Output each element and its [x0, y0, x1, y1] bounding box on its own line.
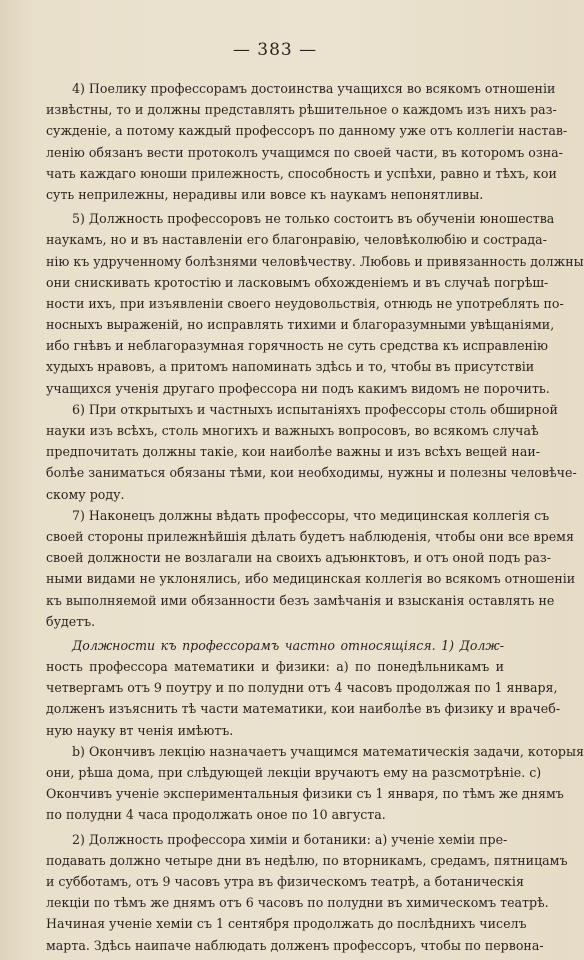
text-line: наукамъ, но и въ наставленіи его благонравію, человѣколюбію и сострада- — [46, 232, 547, 248]
text-line: къ выполняемой ими обязанности безъ замѣчанія и взысканія оставлять не — [46, 592, 555, 608]
paragraph-5 — [46, 208, 584, 399]
text-line: по полудни 4 часа продолжать оное по 10 августа. — [46, 807, 386, 823]
text-line: они, рѣша дома, при слѣдующей лекціи вручаютъ ему на разсмотрѣніе. с) — [46, 765, 542, 780]
text-line: болѣе заниматься обязаны тѣми, кои необходимы, нужны и полезны человѣче- — [46, 465, 577, 481]
text-line: чать каждаго юноши прилежность, способность и успѣхи, равно и тѣхъ, кои — [46, 165, 557, 181]
text-line: 5) Должность профессоровъ не только состоитъ въ обученіи юношества — [72, 211, 555, 227]
text-line: носныхъ выраженій, но исправлять тихими и благоразумными увѣщаніями, — [46, 317, 555, 333]
text-line: худыхъ нравовъ, а притомъ напоминать здѣсь и то, чтобы въ присутствіи — [46, 359, 535, 375]
text-line: суть неприлежны, нерадивы или вовсе къ наукамъ непонятливы. — [46, 186, 484, 202]
text-line: извѣстны, то и должны представлять рѣшительное о каждомъ изъ нихъ раз- — [46, 102, 557, 118]
text-line: ности ихъ, при изъявленіи своего неудовольствія, отнюдь не употреблять по- — [46, 295, 564, 311]
text-line: своей должности не возлагали на своихъ адъюнктовъ, и отъ оной подъ раз- — [46, 550, 551, 566]
page-number: — 383 — — [232, 40, 318, 60]
text-line: нію къ удрученному болѣзнями человѣчеству. Любовь и привязанность должны — [46, 253, 584, 269]
paragraph-b — [46, 741, 584, 826]
text-line: Начиная ученіе хеміи съ 1 сентября продолжать до послѣднихъ чиселъ — [46, 916, 527, 932]
text-line: сужденіе, а потому каждый профессоръ по данному уже отъ коллегіи настав- — [46, 123, 568, 139]
text-line: подавать должно четыре дни въ недѣлю, по вторникамъ, средамъ, пятницамъ — [46, 852, 568, 868]
text-line: ными видами не уклонялись, ибо медицинская коллегія во всякомъ отношеніи — [46, 571, 576, 587]
paragraph-6 — [46, 399, 577, 505]
text-line: ную науку вт ченія имѣютъ. — [46, 722, 234, 738]
text-line: учащихся ученія другаго профессора ни подъ какимъ видомъ не порочить. — [46, 380, 550, 396]
text-line: предпочитать должны такіе, кои наиболѣе важны и изъ всѣхъ вещей наи- — [46, 444, 540, 460]
text-line: 7) Наконецъ должны вѣдать профессоры, что медицинская коллегія съ — [72, 507, 550, 523]
text-line: своей стороны прилежнѣйшія дѣлать будетъ наблюденія, чтобы они все время — [46, 528, 574, 544]
text-line: ибо гнѣвъ и неблагоразумная горячность не суть средства къ исправленію — [46, 338, 548, 354]
text-line: науки изъ всѣхъ, столь многихъ и важныхъ вопросовъ, во всякомъ случаѣ — [46, 423, 539, 438]
text-line: они снискивать кротостію и ласковымъ обхожденіемъ и въ случаѣ погрѣш- — [46, 274, 549, 290]
text-line: и субботамъ, отъ 9 часовъ утра въ физическомъ театрѣ, а ботаническія — [46, 873, 524, 889]
text-line: четвергамъ отъ 9 поутру и по полудни отъ 4 часовъ продолжая по 1 января, — [46, 680, 558, 696]
paragraph-7 — [46, 505, 576, 632]
paragraph-special-duties — [46, 635, 561, 741]
text-line: скому роду. — [46, 486, 125, 502]
text-line: 4) Поелику профессорамъ достоинства учащихся во всякомъ отношеніи — [72, 81, 556, 96]
text-line: лекціи по тѣмъ же днямъ отъ 6 часовъ по полудни въ химическомъ театрѣ. — [46, 895, 549, 911]
paragraph-chemistry — [46, 829, 568, 956]
text-line: 2) Должность профессора химіи и ботаники: а) ученіе хеміи пре- — [72, 831, 508, 847]
text-line: 6) При открытыхъ и частныхъ испытаніяхъ профессоры столь обширной — [72, 401, 558, 417]
paragraph-4 — [46, 78, 568, 205]
text-line: ность профессора математики и физики: а) по понедѣльникамъ и — [46, 659, 504, 675]
text-line: b) Окончивъ лекцію назначаетъ учащимся математическія задачи, которыя — [72, 743, 584, 759]
text-line: Должности къ профессорамъ частно относящіяся. 1) Долж- — [72, 637, 504, 653]
text-line: долженъ изъяснить тѣ части математики, кои наиболѣе въ физику и врачеб- — [46, 701, 561, 717]
text-line: Окончивъ ученіе экспериментальныя физики съ 1 января, по тѣмъ же днямъ — [46, 786, 564, 802]
text-line: марта. Здѣсь наипаче наблюдать долженъ профессоръ, чтобы по первона- — [46, 937, 544, 953]
body-text — [46, 78, 584, 956]
text-line: ленію обязанъ вести протоколъ учащимся по своей части, въ которомъ озна- — [46, 144, 563, 160]
text-line: будетъ. — [46, 613, 96, 629]
